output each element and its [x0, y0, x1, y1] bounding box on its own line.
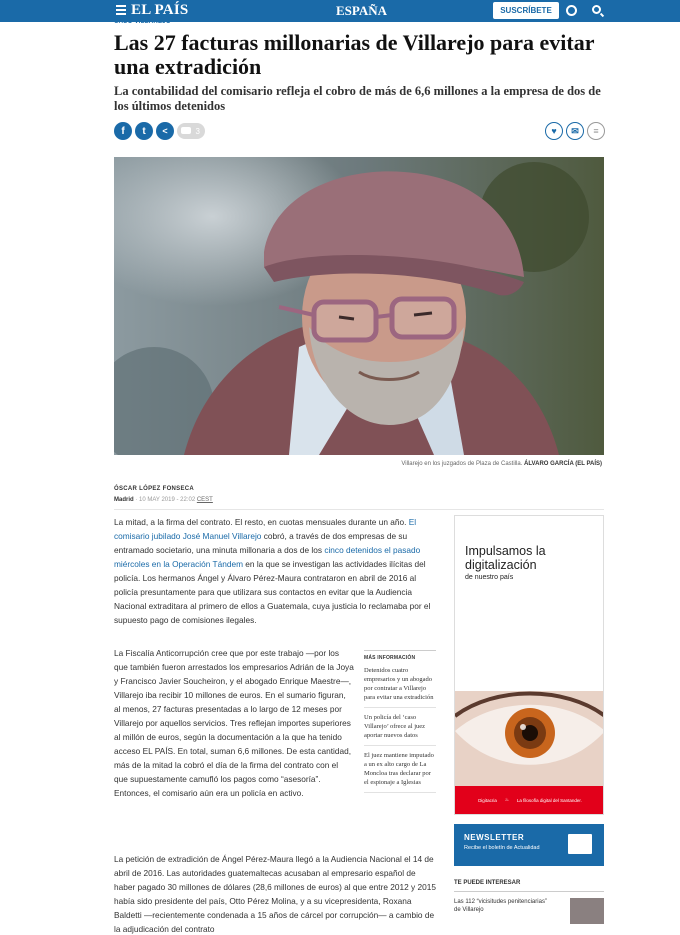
- dateline: Madrid · 10 MAY 2019 - 22:02 CEST: [114, 497, 213, 503]
- share-icon[interactable]: <: [156, 122, 174, 140]
- newsletter-text: Recibe el boletín de Actualidad: [464, 845, 540, 851]
- article-title: Las 27 facturas millonarias de Villarejo para evitar una extradición: [114, 30, 595, 79]
- byline-strip: [0, 470, 680, 500]
- related-box: [454, 880, 604, 924]
- twitter-share-icon[interactable]: t: [135, 122, 153, 140]
- photo-caption-text: Villarejo en los juzgados de Plaza de Castilla.: [401, 461, 523, 467]
- article-paragraph: [114, 515, 436, 627]
- santander-flame-icon: ♨: [504, 797, 509, 802]
- print-icon[interactable]: ≡: [587, 122, 605, 140]
- site-logo[interactable]: EL PAÍS: [131, 2, 189, 18]
- dateline-date: 10 MAY 2019 - 22:02: [139, 497, 196, 503]
- ad-eye-image: [455, 691, 604, 791]
- facebook-share-icon[interactable]: f: [114, 122, 132, 140]
- article-link[interactable]: cinco detenidos el pasado miércoles en la Operación Tándem: [114, 545, 421, 569]
- author-name[interactable]: ÓSCAR LÓPEZ FONSECA: [114, 486, 195, 492]
- ad-footer-left: Digitacria: [478, 797, 497, 803]
- share-bar: [114, 122, 205, 140]
- article-subtitle: La contabilidad del comisario refleja el cobro de más de 6,6 millones a la empresa de dos de los últimos detenidos: [114, 84, 601, 113]
- related-link[interactable]: Detenidos cuatro empresarios y un abogado por contratar a Villarejo para evitar una extradición: [364, 666, 436, 708]
- search-icon[interactable]: [592, 5, 601, 14]
- paragraph-text: cobró, a través de dos empresas de su entramado societario, una minuta millonaria a dos de los: [114, 531, 408, 555]
- paragraph-text: en la que se investigan las actividades ilícitas del policía. Los hermanos Ángel y Álvaro Pérez-Maura contrataron en abril de 2016 al policía presuntamente para que utilizara sus contactos en evitar que la Audiencia Nacional extraditara al primero de ellos a Guatemala, cuya justicia lo reclamaba por el supuesto pago de comisiones ilegales.: [114, 559, 431, 625]
- save-icon[interactable]: ♥: [545, 122, 563, 140]
- comment-count: 3: [195, 126, 200, 136]
- comments-button[interactable]: [177, 123, 205, 139]
- ad-footer-right: La filosofía digital del Santander.: [516, 797, 582, 803]
- ad-title: Impulsamos la digitalización: [465, 544, 546, 572]
- advertisement[interactable]: [454, 515, 604, 815]
- section-title[interactable]: ESPAÑA: [336, 3, 388, 18]
- related-link[interactable]: El juez mantiene imputado a un ex alto cargo de La Moncloa tras declarar por el espionaje a Iglesias: [364, 751, 436, 793]
- more-info-box: [364, 650, 436, 798]
- user-icon[interactable]: [566, 5, 577, 16]
- paragraph-text: La mitad, a la firma del contrato. El resto, en cuotas mensuales durante un año.: [114, 517, 409, 527]
- divider: [114, 509, 604, 510]
- article-paragraph: La Fiscalía Anticorrupción cree que por este trabajo —por los que también fueron arrestados los empresarios Adrián de la Joya y Francisco Javier Soucheiron, y el abogado Enrique Maestre—, Villarejo iba recibir 10 millones de euros. En el sumario figuran, al menos, 27 facturas presentadas a lo largo de 12 meses por Villarejo por aquellos servicios. Tres reflejan importes superiores al millón de euros, según la documentación a la que ha tenido acceso EL PAÍS. En total, suman 6,6 millones. De esta cantidad, más de la mitad la cobró el día de la firma del contrato con el que supuestamente camufló los pagos como “asesoría”. Entonces, el comisario aún era un policía en activo.: [114, 648, 354, 798]
- dateline-timezone: CEST: [196, 497, 213, 503]
- more-info-heading: MÁS INFORMACIÓN: [364, 655, 416, 661]
- article-kicker[interactable]: CASO VILLAREJO: [114, 19, 171, 25]
- related-item-thumbnail[interactable]: [570, 898, 604, 924]
- newsletter-box[interactable]: [454, 824, 604, 866]
- photo-caption: [401, 461, 602, 467]
- ad-footer: [455, 786, 604, 814]
- related-link[interactable]: Un policía del ‘caso Villarejo’ ofrece al juez aportar nuevos datos: [364, 713, 436, 746]
- photo-illustration: [114, 157, 604, 455]
- article-photo[interactable]: [114, 157, 604, 455]
- subscribe-button[interactable]: SUSCRÍBETE: [493, 2, 559, 19]
- envelope-icon: [568, 834, 592, 854]
- dateline-place: Madrid: [114, 497, 134, 503]
- email-icon[interactable]: ✉: [566, 122, 584, 140]
- newsletter-title: NEWSLETTER: [464, 833, 525, 842]
- ad-subtitle: de nuestro país: [465, 574, 514, 581]
- article-link[interactable]: El comisario jubilado José Manuel Villarejo: [114, 517, 417, 541]
- action-bar: [545, 122, 608, 140]
- article-paragraph: La petición de extradición de Ángel Pérez-Maura llegó a la Audiencia Nacional el 14 de abril de 2016. Las autoridades guatemaltecas acusaban al empresario español de haber pagado 30 millones de dólares (28,6 millones de euros) al que entre 2012 y 2015 había sido presidente del país, Otto Pérez Molina, y a su vicepresidenta, Roxana Baldetti —recientemente condenada a 15 años de cárcel por corrupción— a cambio de la adjudicación del contrato: [114, 854, 436, 934]
- menu-icon[interactable]: [116, 5, 126, 16]
- related-item-title[interactable]: Las 112 “vicisitudes penitenciarias” de Villarejo: [454, 899, 547, 913]
- photo-credit: ÁLVARO GARCÍA (EL PAÍS): [524, 461, 602, 467]
- related-heading: TE PUEDE INTERESAR: [454, 880, 604, 892]
- related-item[interactable]: [454, 898, 604, 924]
- top-bar: [0, 0, 680, 22]
